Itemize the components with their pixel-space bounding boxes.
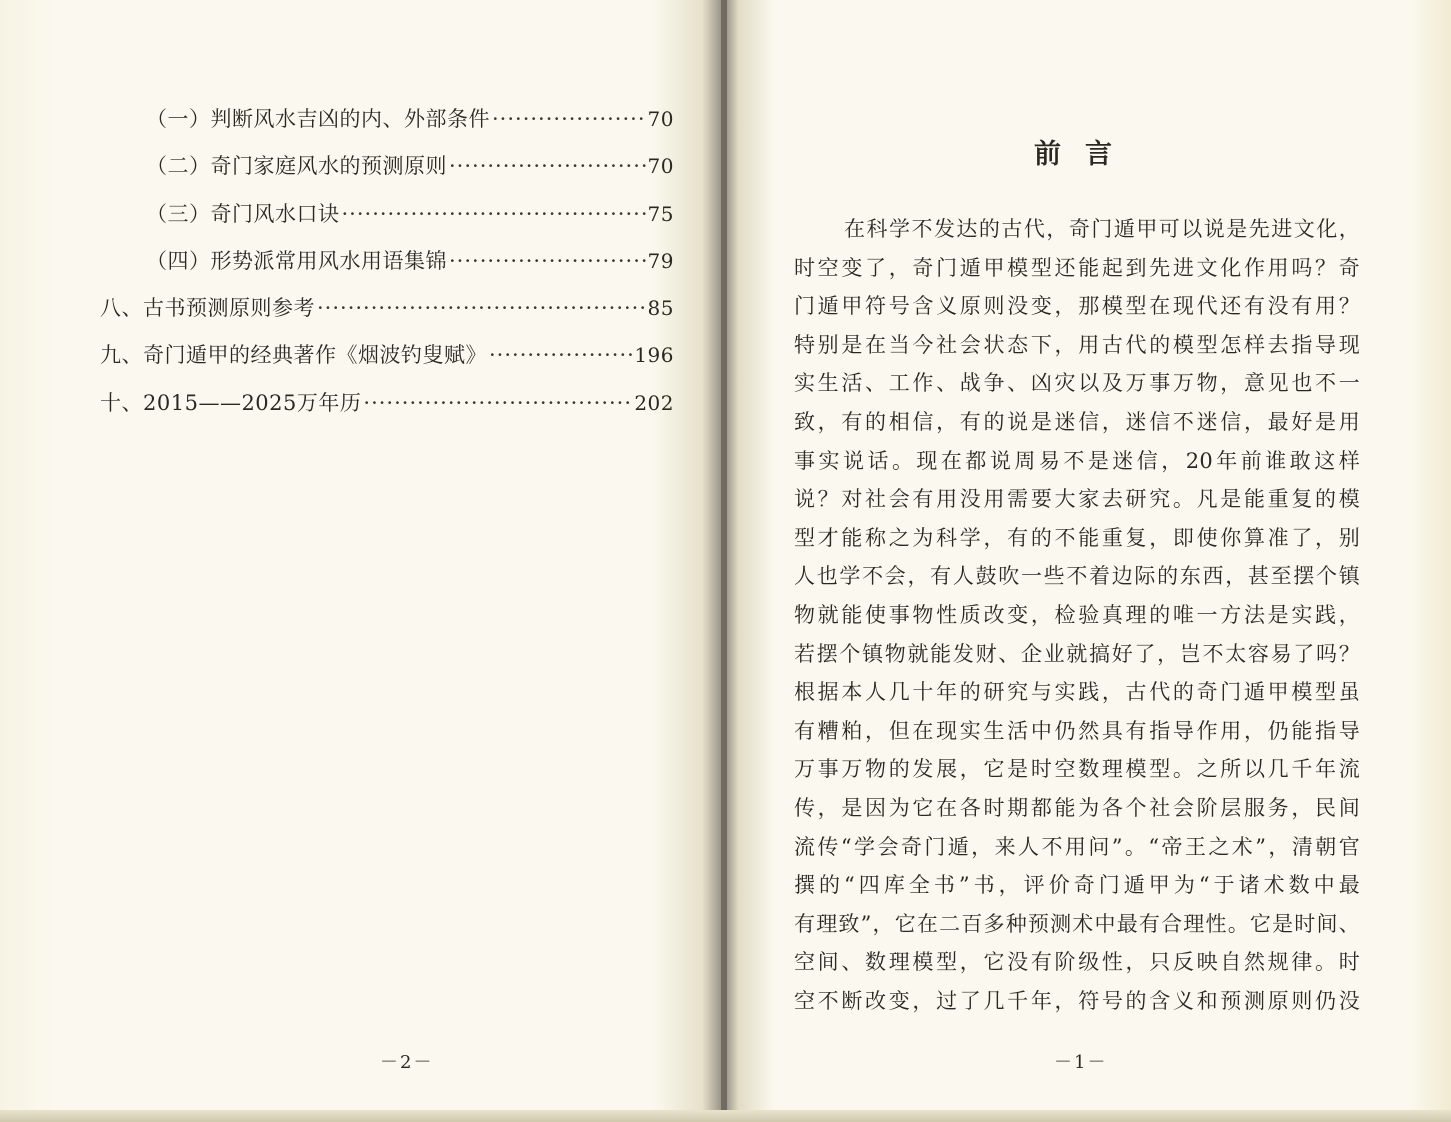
toc-entry-page: 75 [647, 201, 674, 226]
toc-entry-page: 70 [647, 107, 674, 131]
toc-entry-page: 196 [634, 343, 674, 368]
preface-line: 实生活、工作、战争、凶灾以及万事万物，意见也不一 [794, 371, 1360, 396]
toc-leader-dots [489, 343, 632, 367]
toc-entry-page: 85 [647, 296, 674, 321]
preface-line: 传，是因为它在各时期都能为各个社会阶层服务，民间 [794, 795, 1360, 820]
toc-entry-title: （三）奇门风水口诀 [146, 201, 340, 226]
toc-entry-page: 70 [647, 154, 674, 179]
preface-line: 在科学不发达的古代，奇门遁甲可以说是先进文化， [844, 217, 1360, 241]
toc-entry [100, 292, 674, 339]
preface-title: 前言 [1034, 139, 1136, 170]
toc-entry-title: 八、古书预测原则参考 [100, 296, 315, 321]
toc-entry-title: 十、2015——2025万年历 [100, 390, 362, 415]
preface-line: 若摆个镇物就能发财、企业就搞好了，岂不太容易了吗？ [794, 641, 1360, 666]
right-page-number: －1－ [1054, 1052, 1108, 1073]
toc-leader-dots [492, 107, 646, 131]
toc-leader-dots [317, 296, 646, 320]
preface-line: 事实说话。现在都说周易不是迷信，20年前谁敢这样 [794, 448, 1360, 473]
toc-entry-title: 九、奇门遁甲的经典著作《烟波钓叟赋》 [100, 343, 487, 368]
toc-entry [100, 150, 674, 197]
toc-entry-title: （四）形势派常用风水用语集锦 [146, 248, 447, 273]
toc-leader-dots [342, 202, 646, 226]
preface-line: 型才能称之为科学，有的不能重复，即使你算准了，别 [794, 525, 1360, 550]
toc-entry [100, 198, 674, 245]
preface-line: 撰的“四库全书”书，评价奇门遁甲为“于诸术数中最 [794, 873, 1360, 898]
preface-line: 致，有的相信，有的说是迷信，迷信不迷信，最好是用 [794, 409, 1360, 434]
toc-entry [100, 339, 674, 386]
preface-line: 根据本人几十年的研究与实践，古代的奇门遁甲模型虽 [794, 680, 1360, 705]
preface-body [794, 210, 1360, 1020]
preface-line: 有糟粕，但在现实生活中仍然具有指导作用，仍能指导 [794, 718, 1360, 743]
toc-leader-dots [363, 391, 632, 415]
toc-entry-page: 79 [647, 248, 674, 273]
toc-entry-page: 202 [634, 390, 674, 415]
preface-line: 物就能使事物性质改变，检验真理的唯一方法是实践， [794, 602, 1360, 627]
book-bottom-edge [0, 1110, 1451, 1122]
left-page-number: －2－ [380, 1052, 434, 1073]
preface-line: 万事万物的发展，它是时空数理模型。之所以几千年流 [794, 757, 1360, 782]
preface-line: 时空变了，奇门遁甲模型还能起到先进文化作用吗？奇 [794, 255, 1360, 280]
toc-entry-title: （二）奇门家庭风水的预测原则 [146, 154, 447, 179]
preface-line: 人也学不会，有人鼓吹一些不着边际的东西，甚至摆个镇 [794, 564, 1360, 589]
toc-entry [100, 387, 674, 434]
toc-leader-dots [449, 249, 646, 273]
table-of-contents [100, 103, 674, 434]
preface-line: 流传“学会奇门遁，来人不用问”。“帝王之术”，清朝官 [794, 834, 1360, 859]
preface-line: 空不断改变，过了几千年，符号的含义和预测原则仍没 [794, 988, 1360, 1013]
toc-entry [100, 103, 674, 150]
book-gutter [721, 0, 727, 1122]
preface-line: 说？对社会有用没用需要大家去研究。凡是能重复的模 [794, 487, 1360, 512]
right-page [724, 0, 1451, 1122]
preface-line: 特别是在当今社会状态下，用古代的模型怎样去指导现 [794, 332, 1360, 357]
toc-entry-title: （一）判断风水吉凶的内、外部条件 [146, 107, 490, 131]
preface-line: 空间、数理模型，它没有阶级性，只反映自然规律。时 [794, 950, 1360, 975]
toc-leader-dots [449, 154, 646, 178]
toc-entry [100, 245, 674, 292]
preface-line: 门遁甲符号含义原则没变，那模型在现代还有没有用？ [794, 294, 1360, 319]
preface-line: 有理致”，它在二百多种预测术中最有合理性。它是时间、 [794, 911, 1360, 936]
left-page [0, 0, 724, 1122]
